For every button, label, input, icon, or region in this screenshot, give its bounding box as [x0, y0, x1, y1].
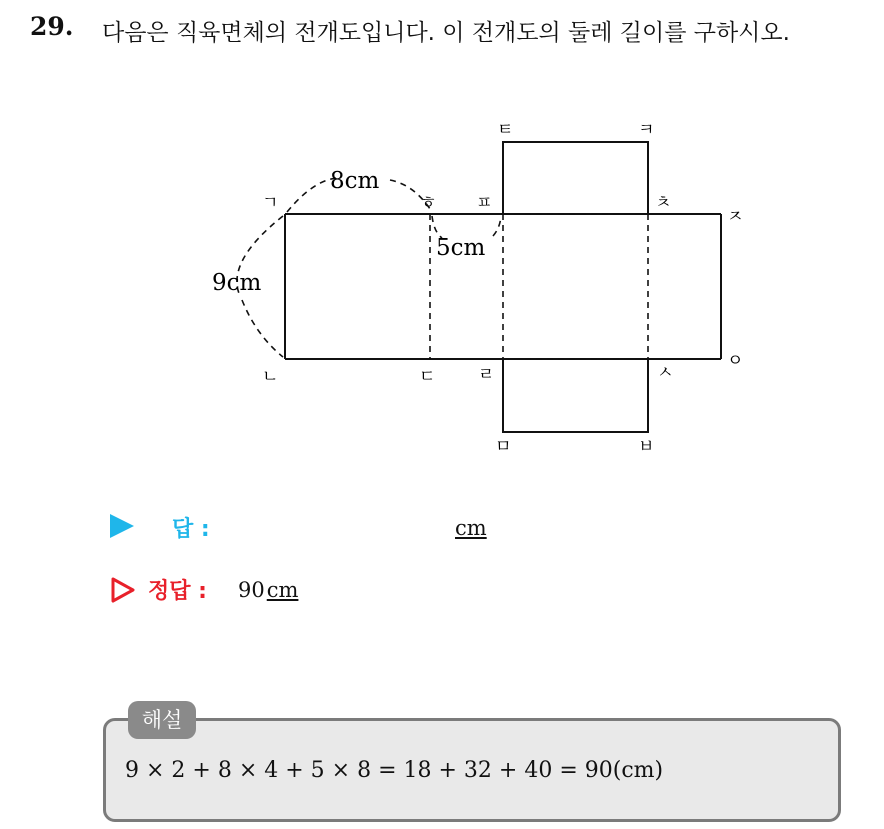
point-label-b: ㅂ: [638, 437, 655, 457]
dim-label-left: 9cm: [212, 270, 262, 296]
explanation-tag: 해설: [128, 701, 196, 739]
point-label-o: ㅇ: [727, 351, 744, 371]
point-label-ch: ㅊ: [655, 193, 672, 213]
point-label-r: ㄹ: [478, 365, 495, 385]
point-label-h: ㅎ: [420, 193, 437, 213]
point-label-k: ㅋ: [638, 120, 655, 140]
point-label-g: ㄱ: [262, 193, 279, 213]
play-triangle-icon: [110, 514, 134, 538]
face-top: [503, 142, 648, 214]
solution-value: 90: [238, 578, 265, 602]
point-label-m: ㅁ: [495, 437, 512, 457]
solution-answer: [238, 578, 298, 602]
point-label-d: ㄷ: [419, 367, 436, 387]
face-bottom: [503, 359, 648, 432]
point-label-j: ㅈ: [727, 207, 744, 227]
point-label-t: ㅌ: [497, 120, 514, 140]
point-label-p: ㅍ: [476, 193, 493, 213]
solution-label: 정답 :: [148, 579, 207, 604]
answer-unit: cm: [455, 516, 487, 540]
answer-label: 답 :: [172, 517, 210, 542]
dim-label-small: 5cm: [436, 235, 486, 261]
question-number: 29.: [30, 12, 74, 41]
dim-label-top: 8cm: [330, 168, 380, 194]
solution-row: [110, 574, 530, 606]
outline-triangle-icon: [110, 576, 136, 604]
solution-unit: cm: [266, 578, 299, 602]
point-label-n: ㄴ: [262, 367, 279, 387]
point-label-s: ㅅ: [657, 363, 674, 383]
question-text: 다음은 직육면체의 전개도입니다. 이 전개도의 둘레 길이를 구하시오.: [102, 20, 790, 46]
explanation-formula: 9 × 2 + 8 × 4 + 5 × 8 = 18 + 32 + 40 = 90(cm): [125, 758, 664, 783]
answer-row: [110, 512, 530, 544]
